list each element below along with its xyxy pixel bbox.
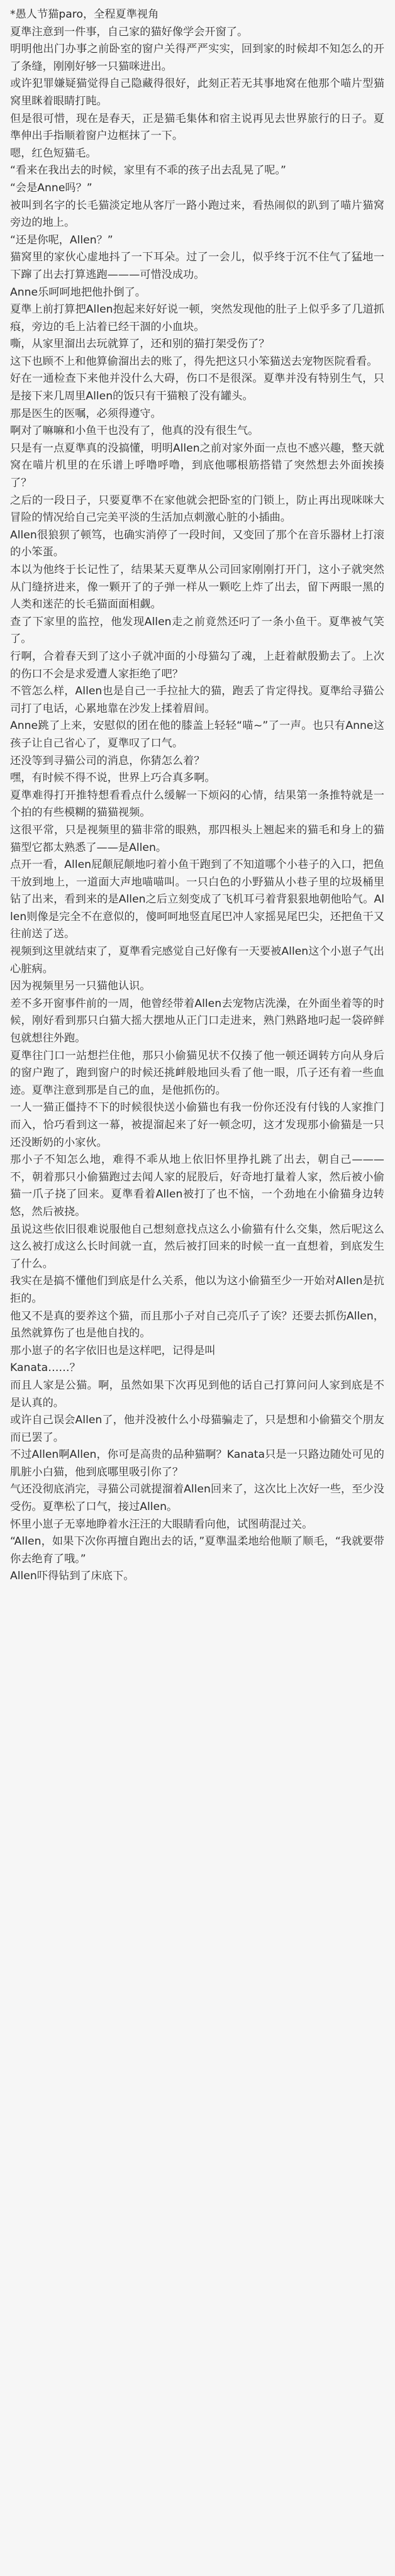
story-paragraph: 那小崽子的名字依旧也是这样吧，记得是叫 xyxy=(10,1344,216,1357)
story-paragraph: 点开一看，Allen屁颠屁颠地叼着小鱼干跑到了不知道哪个小巷子的入口，把鱼干放到地上，一道面大声地喵喵叫。一只白色的小野猫从小巷子里的垃圾桶里钻了出来，看到来的是Allen之后立刻变成了飞机耳弓着背狠狠地朝他哈气。Allen则像是完全不在意似的，傻呵呵地竖直尾巴冲人家摇晃尾巴尖，还把鱼干又往前送了送。 xyxy=(10,858,384,941)
story-paragraph: 差不多开窗事件前的一周，他曾经带着Allen去宠物店洗澡，在外面坐着等的时候，刚好看到那只白猫大摇大摆地从正门口走进来，熟门熟路地叼起一袋碎鲜包就想往外跑。 xyxy=(10,997,384,1045)
story-paragraph: 被叫到名字的长毛猫淡定地从客厅一路小跑过来，看热闹似的趴到了喵片猫窝旁边的地上。 xyxy=(10,199,384,230)
story-paragraph: 那小子不知怎么地，难得不乖从地上依旧怀里挣扎跳了出去，朝自己———不，朝着那只小偷猫跑过去闻人家的屁股后，好奇地打量着人家，然后被小偷猫一爪子挠了回来。夏準看着Allen被打了也不恼，一个劲地在小偷猫身边转悠，然后被挠。 xyxy=(10,1153,384,1218)
story-paragraph: 查了下家里的监控，他发现Allen走之前竟然还叼了一条小鱼干。夏準被气笑了。 xyxy=(10,615,384,646)
story-paragraph: 怀里小崽子无辜地睁着水汪汪的大眼睛看向他，试图萌混过关。 xyxy=(10,1518,313,1531)
story-paragraph: 不过Allen啊Allen，你可是高贵的品种猫啊？Kanata只是一只路边随处可见的肌脏小白猫，他到底哪里吸引你了？ xyxy=(10,1448,384,1479)
story-paragraph: 嘿，有时候不得不说，世界上巧合真多啊。 xyxy=(10,772,216,785)
story-paragraph: 本以为他终于长记性了，结果某天夏準从公司回家刚刚打开门，这小子就突然从门缝挤进来，像一颗开了的子弹一样从一颗吃上炸了出去，留下两眼一黑的人类和迷茫的长毛猫面面相觑。 xyxy=(10,564,384,611)
story-paragraph: 视频到这里就结束了，夏準看完感觉自己好像有一天要被Allen这个小崽子气出心脏病。 xyxy=(10,945,384,975)
story-paragraph: 啊对了嘛嘛和小鱼干也没有了，他真的没有很生气。 xyxy=(10,425,259,438)
story-paragraph: 那是医生的医嘱，必须得遵守。 xyxy=(10,407,162,420)
story-paragraph: 明明他出门办事之前卧室的窗户关得严严实实，回到家的时候却不知怎么的开了条缝，刚刚好够一只猫咪进出。 xyxy=(10,43,384,73)
story-paragraph: “Allen，如果下次你再擅自跑出去的话，”夏準温柔地给他顺了顺毛，“我就要带你去绝育了哦。” xyxy=(10,1535,384,1565)
story-paragraph: 猫窝里的家伙心虚地抖了一下耳朵。过了一会儿，似乎终于沉不住气了猛地一下蹿了出去打算逃跑———可惜没成功。 xyxy=(10,251,384,281)
story-paragraph: 气还没彻底消完，寻猫公司就提溜着Allen回来了，这次比上次好一些，至少没受伤。夏準松了口气，接过Allen。 xyxy=(10,1483,384,1514)
story-paragraph: 一人一猫正僵持不下的时候很快送小偷猫也有我一份你还没有付钱的人家推门而入，恰巧看到这一幕，被提溜起来了好一顿念叨，这才发现那小偷猫是一只还没断奶的小家伙。 xyxy=(10,1101,384,1149)
story-paragraph: Anne跳了上来，安慰似的团在他的膝盖上轻轻“喵~”了一声。也只有Anne这孩子让自己省心了，夏準叹了口气。 xyxy=(10,719,384,750)
story-paragraph: 行啊，合着春天到了这小子就冲面的小母猫勾了魂，上赶着献殷勤去了。上次的伤口不会是求爱遭人家拒绝了吧？ xyxy=(10,650,384,680)
story-paragraph: 这下也顾不上和他算偷溜出去的账了，得先把这只小笨猫送去宠物医院看看。 xyxy=(10,355,378,368)
story-paragraph: “看来在我出去的时候，家里有不乖的孩子出去乱晃了呢。” xyxy=(10,164,286,177)
story-paragraph: 只是有一点夏準真的没搞懂，明明Allen之前对家外面一点也不感兴趣，整天就窝在喵片机里的在乐谱上呼噜呼噜，到底他哪根筋搭错了突然想去外面挨揍了？ xyxy=(10,441,384,490)
story-paragraph: “还是你呢，Allen？” xyxy=(10,233,113,247)
story-paragraph: 这很平常，只是视频里的猫非常的眼熟，那四根头上翘起来的猫毛和身上的猫猫型它都太熟悉了——是Allen。 xyxy=(10,823,384,854)
story-paragraph: 我实在是搞不懂他们到底是什么关系，他以为这小偷猫至少一开始对Allen是抗拒的。 xyxy=(10,1275,384,1305)
story-paragraph: 虽说这些依旧很难说服他自己想刻意找点这么小偷猫有什么交集，然后呢这么这么被打成这么长时间就一直，然后被打回来的时候一直一直想着，到底发生了什么。 xyxy=(10,1223,384,1270)
story-paragraph: 或许犯罪嫌疑猫觉得自己隐藏得很好，此刻正若无其事地窝在他那个喵片型猫窝里眯着眼睛打盹。 xyxy=(10,77,384,108)
story-paragraph: 不管怎么样，Allen也是自己一手拉扯大的猫，跑丢了肯定得找。夏準给寻猫公司打了电话，心累地靠在沙发上揉着眉间。 xyxy=(10,685,384,715)
story-paragraph: 夏準上前打算把Allen抱起来好好说一顿，突然发现他的肚子上似乎多了几道抓痕，旁边的毛上沾着已经干涸的小血块。 xyxy=(10,303,384,333)
story-paragraph: *愚人节猫paro，全程夏準视角 xyxy=(10,8,159,21)
story-paragraph: 还没等到寻猫公司的消息，你猜怎么着？ xyxy=(10,754,205,767)
story-paragraph: 但是很可惜，现在是春天，正是猫毛集体和宿主说再见去世界旅行的日子。夏準伸出手指顺着窗户边框抹了一下。 xyxy=(10,112,384,143)
story-paragraph: 夏準往门口一站想拦住他，那只小偷猫见状不仅揍了他一顿还调转方向从身后的窗户跑了，跑到窗户的时候还挑衅般地回头看了他一眼，爪子还有着一些血迹。夏準注意到那是自己的血，是他抓伤的。 xyxy=(10,1049,384,1097)
story-paragraph: Kanata……？ xyxy=(10,1362,81,1375)
story-paragraph: 或许自己误会Allen了，他并没被什么小母猫骗走了，只是想和小偷猫交个朋友而已罢了。 xyxy=(10,1414,384,1444)
story-paragraph: “会是Anne吗？” xyxy=(10,181,92,194)
story-paragraph: 夏準难得打开推特想看看点什么缓解一下烦闷的心情，结果第一条推特就是一个拍的有些模糊的猫猫视频。 xyxy=(10,789,384,819)
story-paragraph: 嘶，从家里溜出去玩就算了，还和别的猫打架受伤了？ xyxy=(10,338,270,351)
story-paragraph: Anne乐呵呵地把他扑倒了。 xyxy=(10,286,146,299)
story-paragraph: 之后的一段日子，只要夏準不在家他就会把卧室的门锁上，防止再出现咪咪大冒险的情况给自己完美平淡的生活加点刺激心脏的小插曲。 xyxy=(10,494,384,525)
story-paragraph: 因为视频里另一只猫他认识。 xyxy=(10,980,151,993)
story-paragraph: 嗯，红色短猫毛。 xyxy=(10,147,97,160)
story-paragraph: Allen吓得钻到了床底下。 xyxy=(10,1570,135,1583)
story-paragraph: 而且人家是公猫。啊，虽然如果下次再见到他的话自己打算问问人家到底是不是认真的。 xyxy=(10,1379,384,1409)
story-paragraph: 夏準注意到一件事，自己家的猫好像学会开窗了。 xyxy=(10,25,248,38)
story-paragraph: 他又不是真的要养这个猫，而且那小子对自己亮爪子了诶？还要去抓伤Allen，虽然就算伤了也是他自找的。 xyxy=(10,1309,384,1340)
story-paragraph: 好在一通检查下来他并没什么大碍，伤口不是很深。夏準并没有特别生气，只是接下来几周里Allen的饭只有干猫粮了没有罐头。 xyxy=(10,372,384,403)
story-paragraph: Allen很狼狈了顿笃，也确实消停了一段时间，又变回了那个在音乐器材上打滚的小笨蛋。 xyxy=(10,528,384,559)
